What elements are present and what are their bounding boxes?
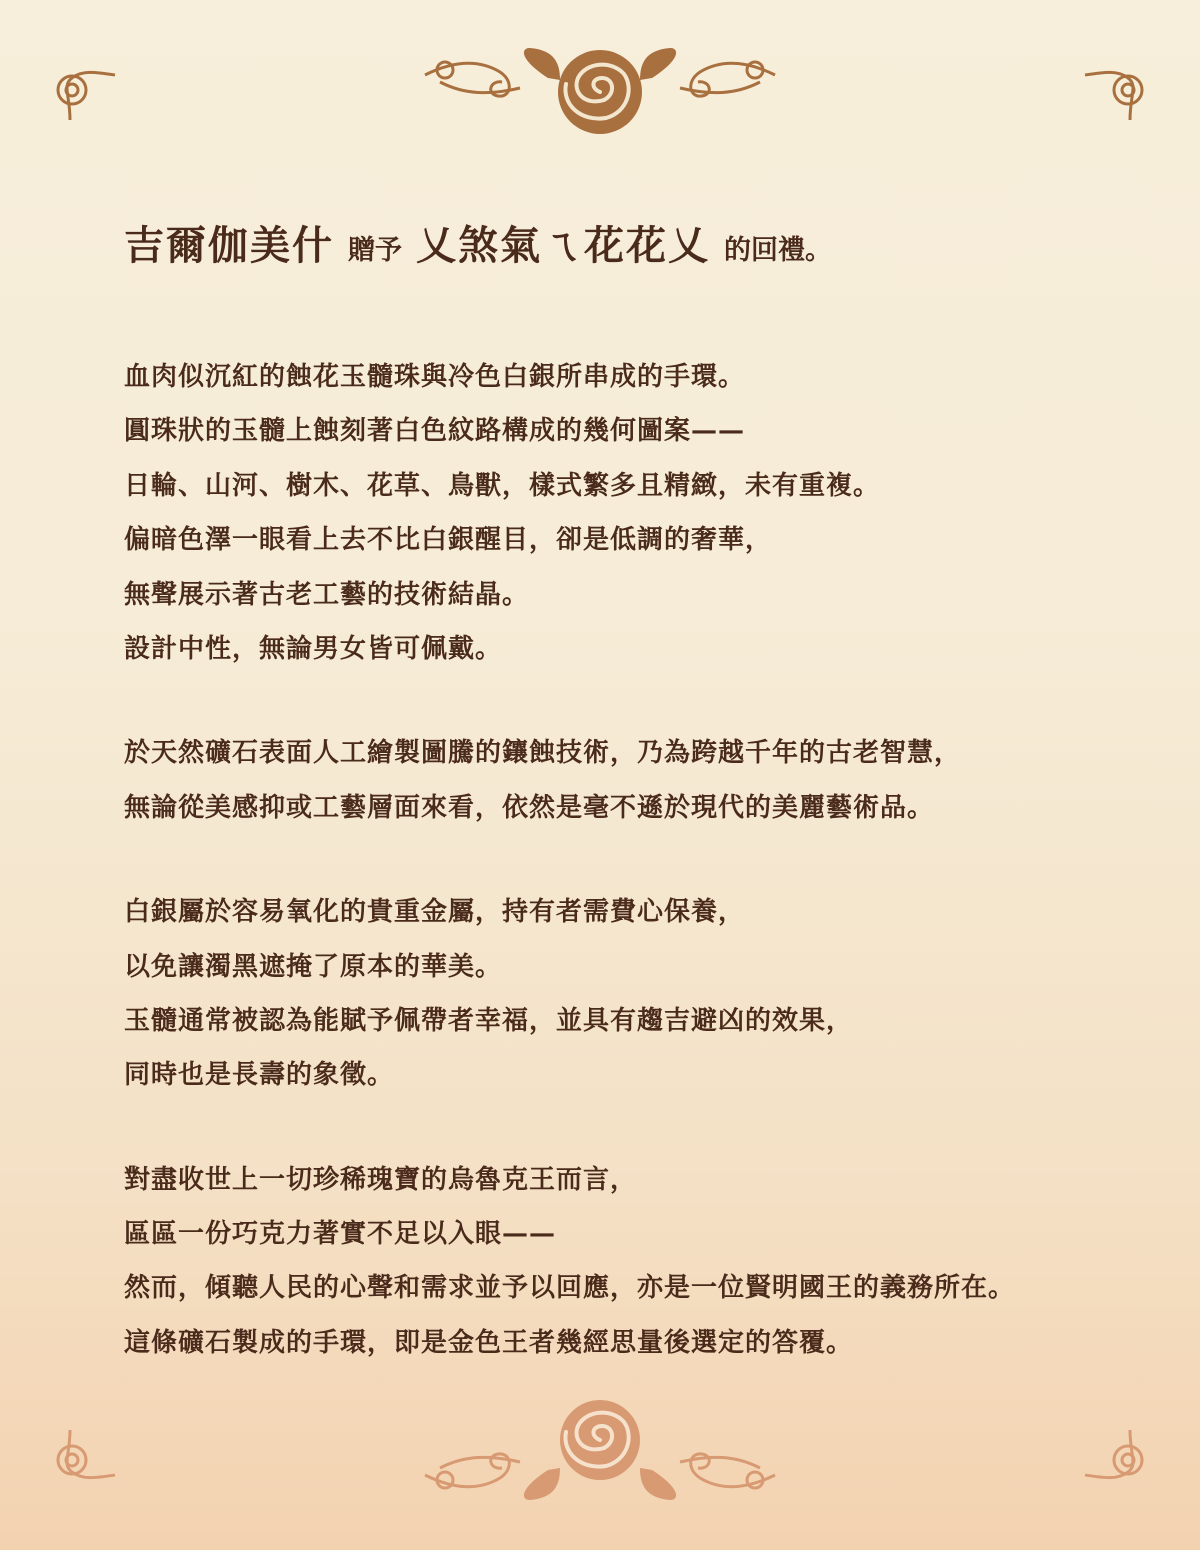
text-line: 血肉似沉紅的蝕花玉髓珠與冷色白銀所串成的手環。	[124, 362, 746, 392]
paragraph-1	[124, 350, 1124, 676]
title-verb: 贈予	[348, 235, 402, 266]
page-title	[124, 214, 1124, 276]
text-line: 圓珠狀的玉髓上蝕刻著白色紋路構成的幾何圖案——	[124, 416, 746, 447]
text-line: 日輪、山河、樹木、花草、鳥獸，樣式繁多且精緻，未有重複。	[124, 470, 881, 501]
title-suffix: 的回禮。	[724, 235, 832, 266]
rose-ornament-top	[425, 48, 775, 134]
text-line: 白銀屬於容易氧化的貴重金屬，持有者需費心保養，	[124, 897, 746, 928]
title-giver: 吉爾伽美什	[124, 222, 334, 269]
rose-ornament-bottom	[425, 1400, 775, 1500]
corner-curl-top-right	[1085, 72, 1142, 120]
text-line: 同時也是長壽的象徵。	[124, 1060, 395, 1091]
paragraph-4	[124, 1153, 1124, 1371]
text-line: 區區一份巧克力著實不足以入眼——	[124, 1219, 557, 1250]
text-line: 玉髓通常被認為能賦予佩帶者幸福，並具有趨吉避凶的效果，	[124, 1005, 854, 1036]
corner-curl-bottom-right	[1085, 1430, 1142, 1478]
text-line: 於天然礦石表面人工繪製圖騰的鑲蝕技術，乃為跨越千年的古老智慧，	[124, 738, 962, 769]
text-line: 偏暗色澤一眼看上去不比白銀醒目，卻是低調的奢華，	[124, 525, 773, 556]
text-line: 然而，傾聽人民的心聲和需求並予以回應，亦是一位賢明國王的義務所在。	[124, 1273, 1016, 1304]
text-line: 無論從美感抑或工藝層面來看，依然是毫不遜於現代的美麗藝術品。	[124, 792, 935, 823]
text-line: 以免讓濁黑遮掩了原本的華美。	[124, 951, 503, 982]
title-recipient: 乂煞氣ㄟ花花乂	[416, 222, 710, 269]
corner-curl-top-left	[58, 72, 115, 120]
paragraph-3	[124, 885, 1124, 1103]
corner-curl-bottom-left	[58, 1430, 115, 1478]
paragraph-2	[124, 726, 1124, 835]
text-line: 無聲展示著古老工藝的技術結晶。	[124, 579, 530, 610]
text-line: 對盡收世上一切珍稀瑰寶的烏魯克王而言，	[124, 1164, 638, 1195]
letter-content	[124, 214, 1124, 1370]
text-line: 設計中性，無論男女皆可佩戴。	[124, 633, 503, 664]
text-line: 這條礦石製成的手環，即是金色王者幾經思量後選定的答覆。	[124, 1327, 854, 1358]
